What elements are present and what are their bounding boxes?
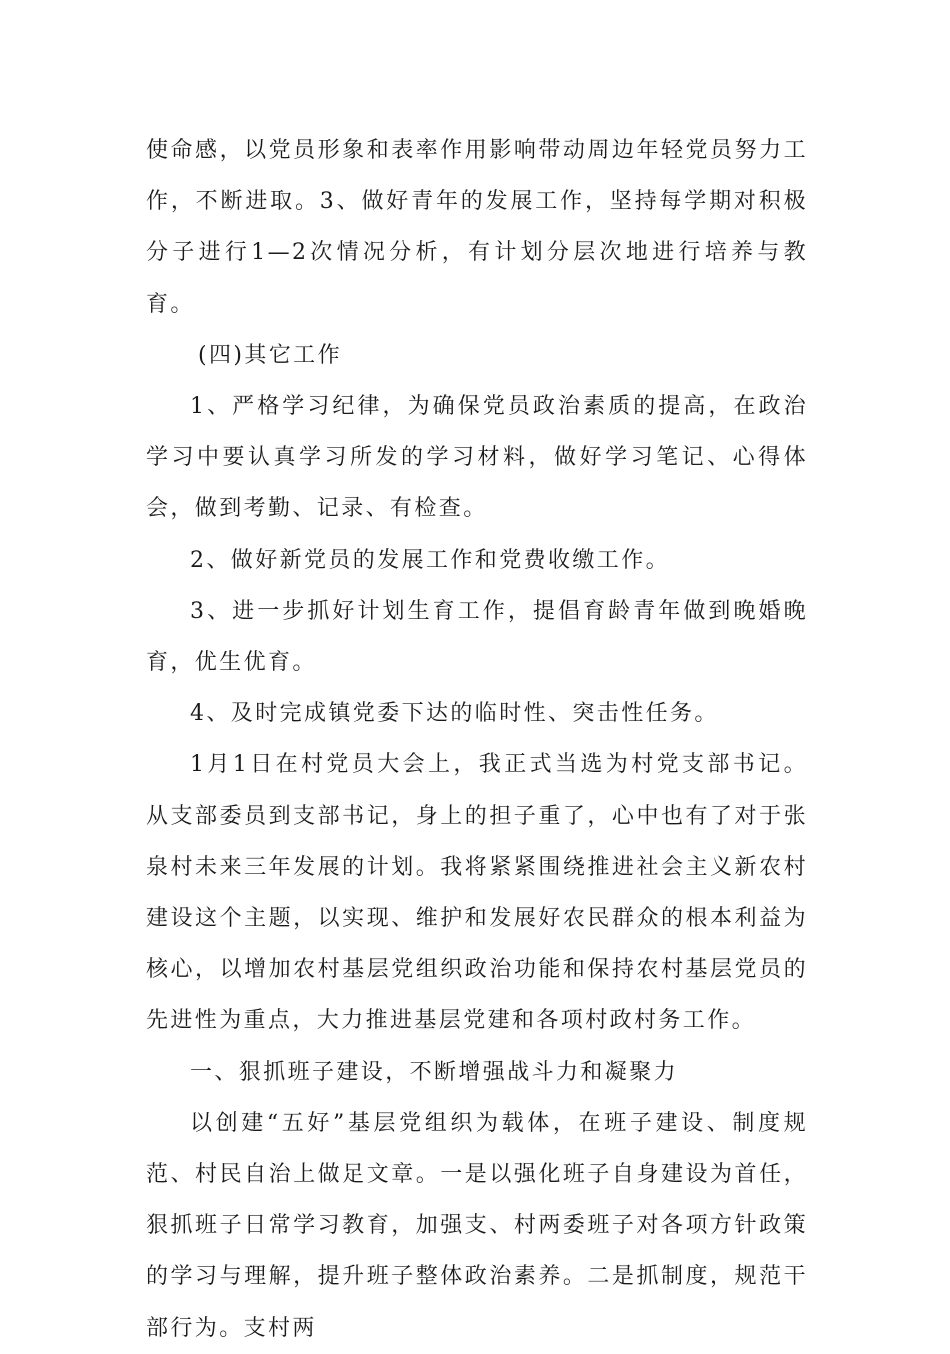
list-item-temporary-tasks: 4、及时完成镇党委下达的临时性、突击性任务。 xyxy=(190,701,719,727)
section-heading-other-work: (四)其它工作 xyxy=(198,342,342,368)
list-item-family-planning: 3、进一步抓好计划生育工作，提倡育龄青年做到晚婚晚育，优生优育。 xyxy=(146,598,808,676)
list-item-study-discipline: 1、严格学习纪律，为确保党员政治素质的提高，在政治学习中要认真学习所发的学习材料，做好学习笔记、心得体会，做到考勤、记录、有检查。 xyxy=(146,394,808,522)
paragraph-five-good: 以创建“五好”基层党组织为载体，在班子建设、制度规范、村民自治上做足文章。一是以强化班子自身建设为首任，狠抓班子日常学习教育，加强支、村两委班子对各项方针政策的学习与理解，提升班子整体政治素养。二是抓制度，规范干部行为。支村两 xyxy=(146,1110,808,1341)
paragraph-continuation: 使命感，以党员形象和表率作用影响带动周边年轻党员努力工作，不断进取。3、做好青年的发展工作，坚持每学期对积极分子进行1—2次情况分析，有计划分层次地进行培养与教育。 xyxy=(146,138,808,317)
document-body xyxy=(146,125,808,1354)
section-heading-team-building: 一、狠抓班子建设，不断增强战斗力和凝聚力 xyxy=(190,1059,679,1085)
paragraph-election: 1月1日在村党员大会上，我正式当选为村党支部书记。从支部委员到支部书记，身上的担子重了，心中也有了对于张泉村未来三年发展的计划。我将紧紧围绕推进社会主义新农村建设这个主题，以实现、维护和发展好农民群众的根本利益为核心，以增加农村基层党组织政治功能和保持农村基层党员的先进性为重点，大力推进基层党建和各项村政村务工作。 xyxy=(146,752,808,1034)
list-item-new-members: 2、做好新党员的发展工作和党费收缴工作。 xyxy=(190,547,670,573)
